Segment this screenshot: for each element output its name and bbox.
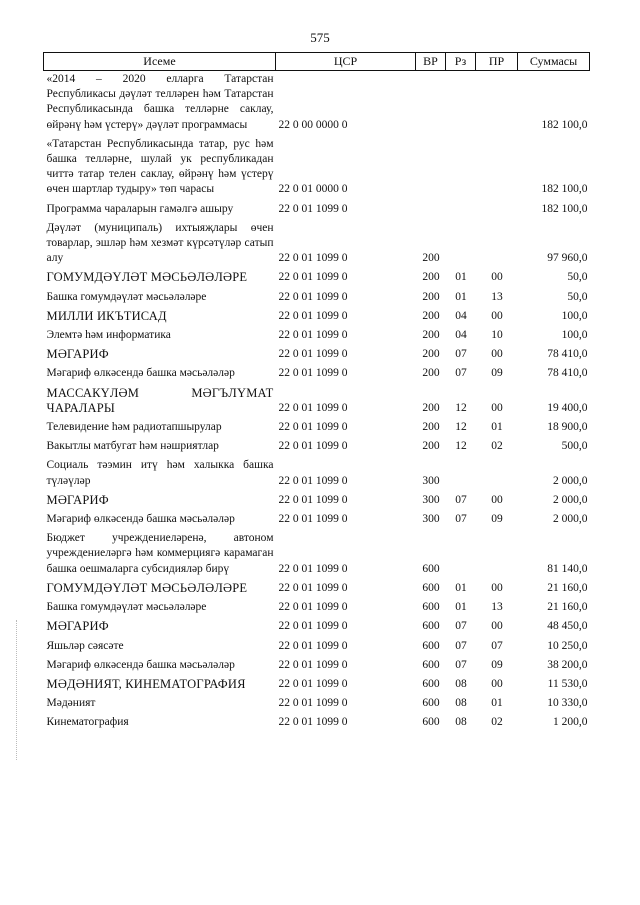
cell-name: Социаль тәэмин итү һәм халыкка башка түләүләр [46,459,274,487]
table-body [44,71,590,734]
cell-name: «Татарстан Республикасында татар, рус һәм башка телләрне, шулай ук республикадан читтә татар телен саклау, өйрәнү һәм үстерү өчен шартлар тудыру» төп чарасы [46,137,274,196]
cell-sum: 100,0 [561,309,588,322]
col-header-csr: ЦСР [276,53,416,71]
cell-csr: 22 0 01 1099 0 [278,309,348,322]
table-row [44,618,590,637]
cell-csr: 22 0 01 1099 0 [278,658,348,671]
table-row [44,365,590,384]
cell-vr: 600 [422,658,440,671]
cell-rz: 08 [455,697,467,710]
col-header-sum: Суммасы [518,53,590,71]
table-row [44,599,590,618]
cell-vr: 200 [422,329,440,342]
cell-name: «2014 – 2020 елларга Татарстан Республикасы дәүләт телләрен һәм Татарстан Республикасында башка телләрне саклау, өйрәнү һәм үстерү» дәүләт программасы [46,73,274,131]
cell-name: Бюджет учреждениеләренә, автоном учреждениеләргә һәм коммерциягә карамаган башка оешмаларга субсидияләр бирү [46,532,274,575]
cell-vr: 300 [422,513,440,526]
cell-name: МӘГАРИФ [46,492,109,507]
cell-name: ГОМУМДӘҮЛӘТ МӘСЬӘЛӘЛӘРЕ [46,580,248,595]
cell-rz: 01 [455,581,467,594]
cell-sum: 81 140,0 [547,562,588,575]
cell-sum: 48 450,0 [547,620,588,633]
cell-rz: 01 [455,271,467,284]
cell-rz: 12 [455,440,467,453]
table-row [44,657,590,676]
cell-pr [476,220,518,270]
cell-name: Башка гомумдәүләт мәсьәләләре [46,290,207,303]
table-row [44,269,590,288]
cell-csr: 22 0 01 1099 0 [278,493,348,506]
table-row [44,220,590,270]
cell-vr: 600 [422,620,440,633]
cell-pr: 01 [491,421,503,434]
table-row [44,438,590,457]
cell-sum: 2 000,0 [553,493,588,506]
cell-vr: 300 [422,493,440,506]
cell-csr: 22 0 01 1099 0 [278,513,348,526]
cell-sum: 50,0 [567,271,588,284]
table-header [44,53,590,71]
cell-name: Мәгариф өлкәсендә башка мәсьәләләр [46,658,235,671]
cell-name: Башка гомумдәүләт мәсьәләләре [46,601,207,614]
table-row [44,492,590,511]
table-row [44,346,590,365]
cell-sum: 50,0 [567,290,588,303]
cell-vr: 600 [422,562,440,575]
cell-pr: 02 [491,440,503,453]
cell-vr: 600 [422,639,440,652]
table-row [44,580,590,599]
cell-csr: 22 0 01 1099 0 [278,367,348,380]
cell-vr: 200 [422,290,440,303]
cell-rz: 07 [455,348,467,361]
cell-sum: 182 100,0 [541,202,588,215]
cell-vr: 200 [422,421,440,434]
cell-pr: 00 [491,401,503,414]
cell-rz: 04 [455,329,467,342]
cell-sum: 21 160,0 [547,601,588,614]
cell-sum: 11 530,0 [547,677,588,690]
cell-pr: 13 [491,601,503,614]
page-number: 575 [310,30,330,45]
table-row [44,676,590,695]
cell-csr: 22 0 01 1099 0 [278,581,348,594]
cell-vr: 200 [422,252,440,265]
col-header-pr: ПР [476,53,518,71]
cell-csr: 22 0 01 1099 0 [278,421,348,434]
cell-vr: 600 [422,601,440,614]
cell-sum: 21 160,0 [547,581,588,594]
table-row [44,327,590,346]
cell-rz: 01 [455,601,467,614]
cell-name: Вакытлы матбугат һәм нәшриятлар [46,440,219,453]
cell-name: МӘГАРИФ [46,619,109,634]
cell-csr: 22 0 01 1099 0 [278,601,348,614]
col-header-rz: Рз [446,53,476,71]
cell-pr: 10 [491,329,503,342]
cell-rz [446,457,476,491]
cell-pr: 09 [491,367,503,380]
col-header-name: Исеме [44,53,276,71]
cell-vr: 600 [422,677,440,690]
cell-vr: 600 [422,697,440,710]
cell-csr: 22 0 01 1099 0 [278,329,348,342]
table-row [44,511,590,530]
cell-vr: 200 [422,309,440,322]
cell-name: Программа чараларын гамәлгә ашыру [46,202,234,215]
cell-sum: 10 250,0 [547,639,588,652]
cell-name: МӘГАРИФ [46,347,109,362]
cell-sum: 18 900,0 [547,421,588,434]
cell-sum: 97 960,0 [547,252,588,265]
cell-csr: 22 0 01 1099 0 [278,271,348,284]
cell-csr: 22 0 01 1099 0 [278,562,348,575]
cell-csr: 22 0 01 1099 0 [278,677,348,690]
table-row [44,71,590,136]
cell-name: Кинематография [46,716,129,729]
cell-vr: 200 [422,440,440,453]
col-header-vr: ВР [416,53,446,71]
cell-sum: 182 100,0 [541,183,588,196]
cell-pr: 00 [491,620,503,633]
cell-sum: 2 000,0 [553,513,588,526]
cell-pr: 09 [491,658,503,671]
table-row [44,385,590,419]
table-row [44,289,590,308]
cell-rz: 08 [455,677,467,690]
cell-name: Телевидение һәм радиотапшырулар [46,421,222,434]
cell-csr: 22 0 01 1099 0 [278,697,348,710]
cell-name: Дәүләт (муниципаль) ихтыяҗлары өчен товарлар, эшләр һәм хезмәт күрсәтүләр сатып алу [46,221,274,265]
cell-rz [446,71,476,136]
cell-rz: 04 [455,309,467,322]
cell-sum: 500,0 [561,440,588,453]
cell-rz: 01 [455,290,467,303]
cell-name: МӘДӘНИЯТ, КИНЕМАТОГРАФИЯ [46,676,246,691]
cell-sum: 10 330,0 [547,697,588,710]
cell-name: ГОМУМДӘҮЛӘТ МӘСЬӘЛӘЛӘРЕ [46,270,248,285]
budget-table [43,52,590,734]
cell-pr [476,136,518,201]
cell-name: Мәгариф өлкәсендә башка мәсьәләләр [46,367,235,380]
cell-name: Мәгариф өлкәсендә башка мәсьәләләр [46,513,235,526]
cell-name: Элемтә һәм информатика [46,329,171,342]
cell-vr: 600 [422,581,440,594]
cell-csr: 22 0 01 1099 0 [278,252,348,265]
cell-sum: 19 400,0 [547,401,588,414]
cell-rz: 07 [455,620,467,633]
cell-rz [446,530,476,580]
cell-name: Яшьләр сәясәте [46,639,124,652]
cell-rz: 12 [455,421,467,434]
cell-pr: 01 [491,697,503,710]
cell-csr: 22 0 01 1099 0 [278,440,348,453]
cell-rz: 08 [455,716,467,729]
table-row [44,136,590,201]
cell-csr: 22 0 01 1099 0 [278,202,348,215]
cell-rz: 07 [455,367,467,380]
cell-pr: 00 [491,581,503,594]
cell-csr: 22 0 01 1099 0 [278,474,348,487]
table-row [44,530,590,580]
cell-vr: 200 [422,401,440,414]
cell-pr: 00 [491,677,503,690]
cell-sum: 38 200,0 [547,658,588,671]
table-row [44,457,590,491]
cell-pr [476,71,518,136]
cell-vr: 600 [422,716,440,729]
table-row [44,419,590,438]
cell-csr: 22 0 00 0000 0 [278,118,348,131]
cell-pr: 07 [491,639,503,652]
cell-vr [416,136,446,201]
cell-rz [446,136,476,201]
cell-rz: 07 [455,639,467,652]
cell-csr: 22 0 01 1099 0 [278,620,348,633]
cell-pr: 00 [491,348,503,361]
cell-rz: 07 [455,493,467,506]
cell-vr: 300 [422,474,440,487]
cell-sum: 100,0 [561,329,588,342]
cell-csr: 22 0 01 1099 0 [278,716,348,729]
cell-pr: 00 [491,271,503,284]
table-row [44,714,590,733]
margin-mark [16,620,18,760]
cell-pr: 00 [491,309,503,322]
cell-sum: 78 410,0 [547,367,588,380]
cell-sum: 1 200,0 [553,716,588,729]
cell-rz: 12 [455,401,467,414]
table-row [44,638,590,657]
cell-rz: 07 [455,513,467,526]
table-row [44,695,590,714]
cell-pr: 09 [491,513,503,526]
cell-sum: 78 410,0 [547,348,588,361]
cell-csr: 22 0 01 1099 0 [278,639,348,652]
cell-vr [416,71,446,136]
cell-pr: 02 [491,716,503,729]
cell-csr: 22 0 01 0000 0 [278,183,348,196]
cell-name: Мәдәният [46,697,96,710]
cell-name: МИЛЛИ ИКЪТИСАД [46,308,167,323]
cell-csr: 22 0 01 1099 0 [278,290,348,303]
cell-csr: 22 0 01 1099 0 [278,348,348,361]
cell-vr: 200 [422,367,440,380]
cell-pr [476,457,518,491]
cell-pr: 00 [491,493,503,506]
cell-pr [476,201,518,220]
table-row [44,201,590,220]
cell-pr: 13 [491,290,503,303]
cell-name: МАССАКҮЛӘМ МӘГЪЛҮМАТ ЧАРАЛАРЫ [46,385,274,415]
cell-rz: 07 [455,658,467,671]
cell-csr: 22 0 01 1099 0 [278,401,348,414]
cell-vr: 200 [422,348,440,361]
cell-sum: 2 000,0 [553,474,588,487]
cell-sum: 182 100,0 [541,118,588,131]
cell-vr: 200 [422,271,440,284]
cell-pr [476,530,518,580]
cell-rz [446,220,476,270]
table-row [44,308,590,327]
cell-vr [416,201,446,220]
cell-rz [446,201,476,220]
